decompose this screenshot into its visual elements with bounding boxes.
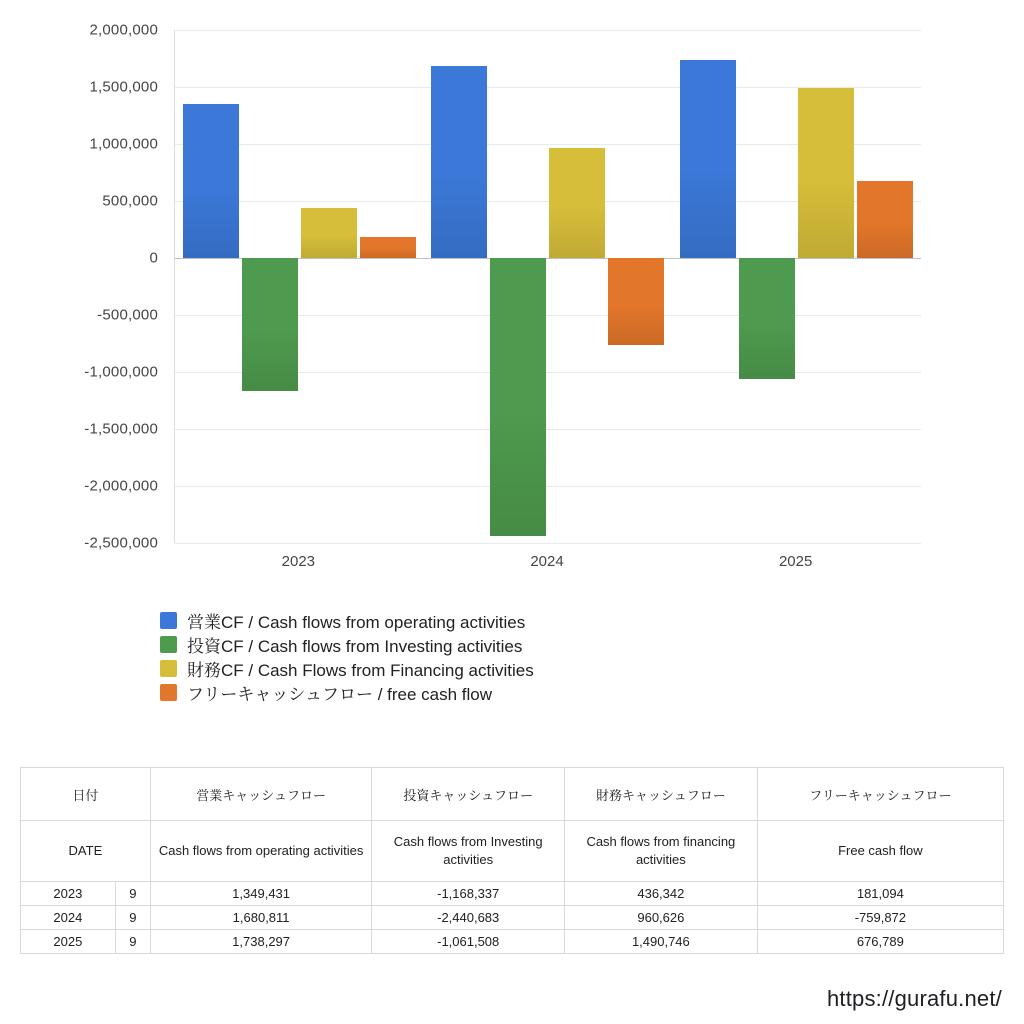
- header-date-en: DATE: [21, 821, 151, 882]
- bar: [680, 60, 736, 258]
- legend-item[interactable]: [160, 632, 920, 656]
- legend-item[interactable]: [160, 608, 920, 632]
- y-axis-tick-label: 1,500,000: [89, 78, 158, 96]
- y-axis-tick-label: 0: [149, 249, 158, 267]
- row-operating: 1,738,297: [150, 930, 372, 954]
- table-row: [21, 882, 1004, 906]
- chart-legend: [160, 608, 920, 704]
- header-free-ja: フリーキャッシュフロー: [757, 768, 1003, 821]
- row-free: -759,872: [757, 906, 1003, 930]
- row-investing: -1,061,508: [372, 930, 565, 954]
- row-year: 2024: [21, 906, 116, 930]
- row-month: 9: [115, 906, 150, 930]
- plot-canvas: [174, 30, 921, 543]
- row-operating: 1,680,811: [150, 906, 372, 930]
- legend-swatch: [160, 636, 177, 653]
- y-axis-tick-label: -2,500,000: [84, 534, 158, 552]
- legend-item[interactable]: [160, 680, 920, 704]
- row-year: 2023: [21, 882, 116, 906]
- legend-label: 財務CF / Cash Flows from Financing activities: [187, 660, 534, 680]
- bar: [608, 258, 664, 345]
- row-financing: 436,342: [565, 882, 758, 906]
- header-operating-ja: 営業キャッシュフロー: [150, 768, 372, 821]
- y-axis-tick-label: 500,000: [102, 192, 158, 210]
- x-axis-tick-label: 2025: [778, 553, 813, 570]
- header-financing-ja: 財務キャッシュフロー: [565, 768, 758, 821]
- table-header-row-ja: [21, 768, 1004, 821]
- y-axis-tick-label: -1,000,000: [84, 363, 158, 381]
- table-row: [21, 930, 1004, 954]
- bar: [360, 237, 416, 258]
- legend-item[interactable]: [160, 656, 920, 680]
- bar: [242, 258, 298, 391]
- bar: [431, 66, 487, 258]
- legend-label: 投資CF / Cash flows from Investing activities: [187, 636, 523, 656]
- bar-group: [672, 30, 921, 543]
- y-axis-tick-label: -2,000,000: [84, 477, 158, 495]
- bar: [798, 88, 854, 258]
- y-axis-tick-label: -1,500,000: [84, 420, 158, 438]
- header-investing-ja: 投資キャッシュフロー: [372, 768, 565, 821]
- header-date-ja: 日付: [21, 768, 151, 821]
- bar: [857, 181, 913, 258]
- row-year: 2025: [21, 930, 116, 954]
- y-axis-tick-label: 2,000,000: [89, 21, 158, 39]
- y-axis-tick-label: -500,000: [97, 306, 158, 324]
- row-financing: 960,626: [565, 906, 758, 930]
- row-financing: 1,490,746: [565, 930, 758, 954]
- legend-swatch: [160, 684, 177, 701]
- legend-swatch: [160, 612, 177, 629]
- row-investing: -1,168,337: [372, 882, 565, 906]
- bar: [183, 104, 239, 258]
- row-free: 676,789: [757, 930, 1003, 954]
- row-operating: 1,349,431: [150, 882, 372, 906]
- row-month: 9: [115, 930, 150, 954]
- chart-plot-area: [28, 21, 928, 570]
- source-url: https://gurafu.net/: [826, 986, 1002, 1011]
- x-axis-tick-label: 2023: [281, 553, 316, 570]
- legend-label: 営業CF / Cash flows from operating activities: [187, 612, 526, 632]
- header-investing-en: Cash flows from Investing activities: [372, 821, 565, 882]
- bar: [301, 208, 357, 258]
- table-header-row-en: [21, 821, 1004, 882]
- bar: [549, 148, 605, 258]
- bar-group: [175, 30, 424, 543]
- row-month: 9: [115, 882, 150, 906]
- x-axis-labels: [174, 543, 920, 573]
- legend-label: フリーキャッシュフロー / free cash flow: [187, 684, 493, 704]
- y-axis-tick-label: 1,000,000: [89, 135, 158, 153]
- cash-flow-table: [20, 767, 1004, 954]
- row-investing: -2,440,683: [372, 906, 565, 930]
- header-free-en: Free cash flow: [757, 821, 1003, 882]
- bar: [739, 258, 795, 379]
- table-row: [21, 906, 1004, 930]
- legend-swatch: [160, 660, 177, 677]
- x-axis-tick-label: 2024: [530, 553, 564, 570]
- y-axis-labels: [28, 21, 166, 570]
- header-operating-en: Cash flows from operating activities: [150, 821, 372, 882]
- header-financing-en: Cash flows from financing activities: [565, 821, 758, 882]
- row-free: 181,094: [757, 882, 1003, 906]
- bar-group: [424, 30, 673, 543]
- bar: [490, 258, 546, 536]
